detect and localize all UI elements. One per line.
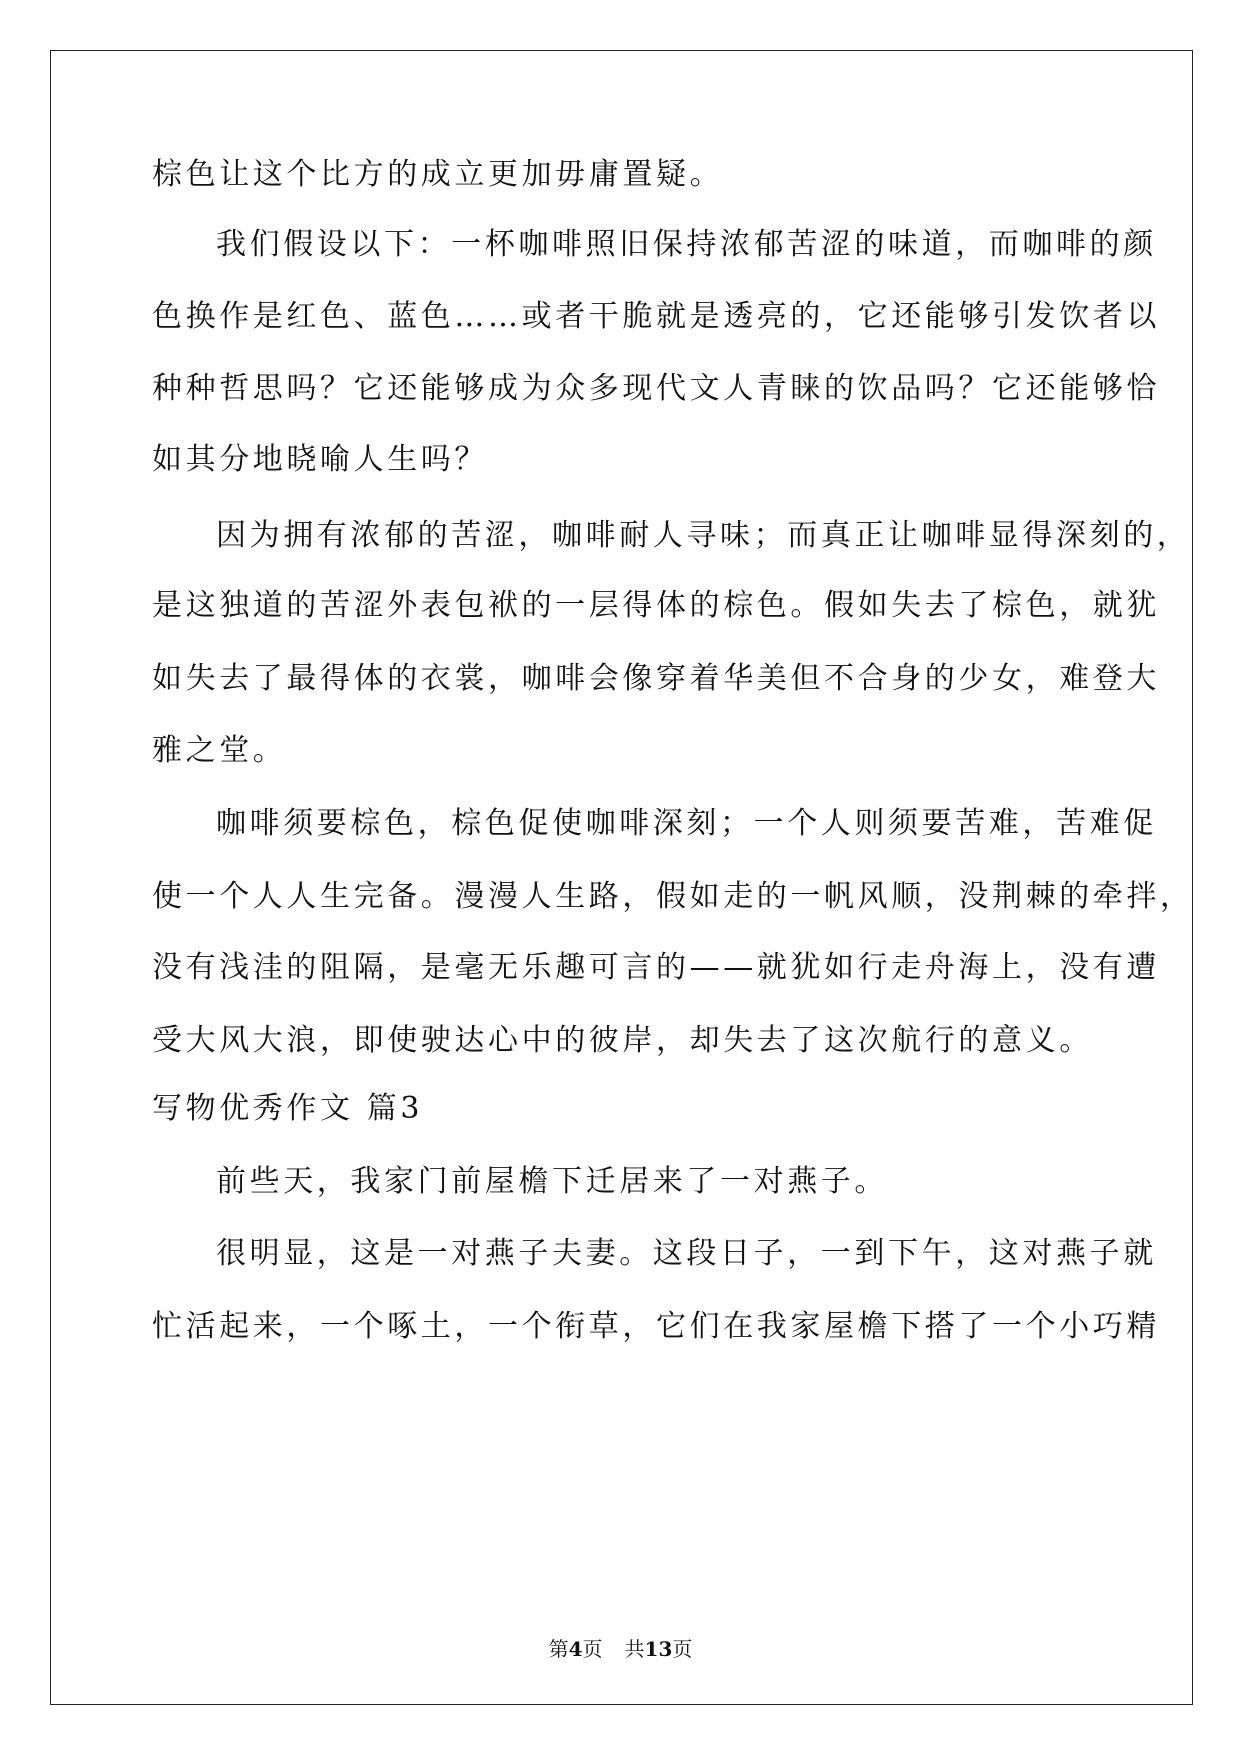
text-line: 使一个人人生完备。漫漫人生路，假如走的一帆风顺，没荆棘的牵拌，	[152, 879, 1194, 914]
text-line: 是这独道的苦涩外表包袱的一层得体的棕色。假如失去了棕色，就犹	[152, 588, 1160, 623]
page-prefix: 第	[548, 1637, 569, 1661]
page-number: 4	[568, 1637, 583, 1661]
total-prefix: 共	[624, 1637, 645, 1661]
paragraph-start-line: 咖啡须要棕色，棕色促使咖啡深刻；一个人则须要苦难，苦难促	[216, 806, 1157, 841]
total-pages: 13	[644, 1637, 673, 1661]
page-footer	[0, 1635, 1241, 1663]
paragraph-start-line: 前些天，我家门前屋檐下迁居来了一对燕子。	[216, 1164, 888, 1199]
section-heading: 写物优秀作文 篇3	[152, 1091, 424, 1126]
total-suffix: 页	[672, 1637, 693, 1661]
text-line: 忙活起来，一个啄土，一个衔草，它们在我家屋檐下搭了一个小巧精	[152, 1309, 1160, 1344]
paragraph-start-line: 很明显，这是一对燕子夫妻。这段日子，一到下午，这对燕子就	[216, 1236, 1157, 1271]
page-suffix: 页	[582, 1637, 603, 1661]
text-line: 受大风大浪，即使驶达心中的彼岸，却失去了这次航行的意义。	[152, 1023, 1093, 1058]
text-line: 种种哲思吗？它还能够成为众多现代文人青睐的饮品吗？它还能够恰	[152, 371, 1160, 406]
text-line: 没有浅洼的阻隔，是毫无乐趣可言的——就犹如行走舟海上，没有遭	[152, 950, 1160, 985]
text-line: 如失去了最得体的衣裳，咖啡会像穿着华美但不合身的少女，难登大	[152, 661, 1160, 696]
text-line: 雅之堂。	[152, 733, 287, 768]
text-line: 如其分地晓喻人生吗？	[152, 442, 488, 477]
text-line: 色换作是红色、蓝色……或者干脆就是透亮的，它还能够引发饮者以	[152, 299, 1160, 334]
paragraph-start-line: 因为拥有浓郁的苦涩，咖啡耐人寻味；而真正让咖啡显得深刻的，	[216, 518, 1191, 553]
paragraph-start-line: 我们假设以下：一杯咖啡照旧保持浓郁苦涩的味道，而咖啡的颜	[216, 227, 1157, 262]
text-line: 棕色让这个比方的成立更加毋庸置疑。	[152, 157, 724, 192]
